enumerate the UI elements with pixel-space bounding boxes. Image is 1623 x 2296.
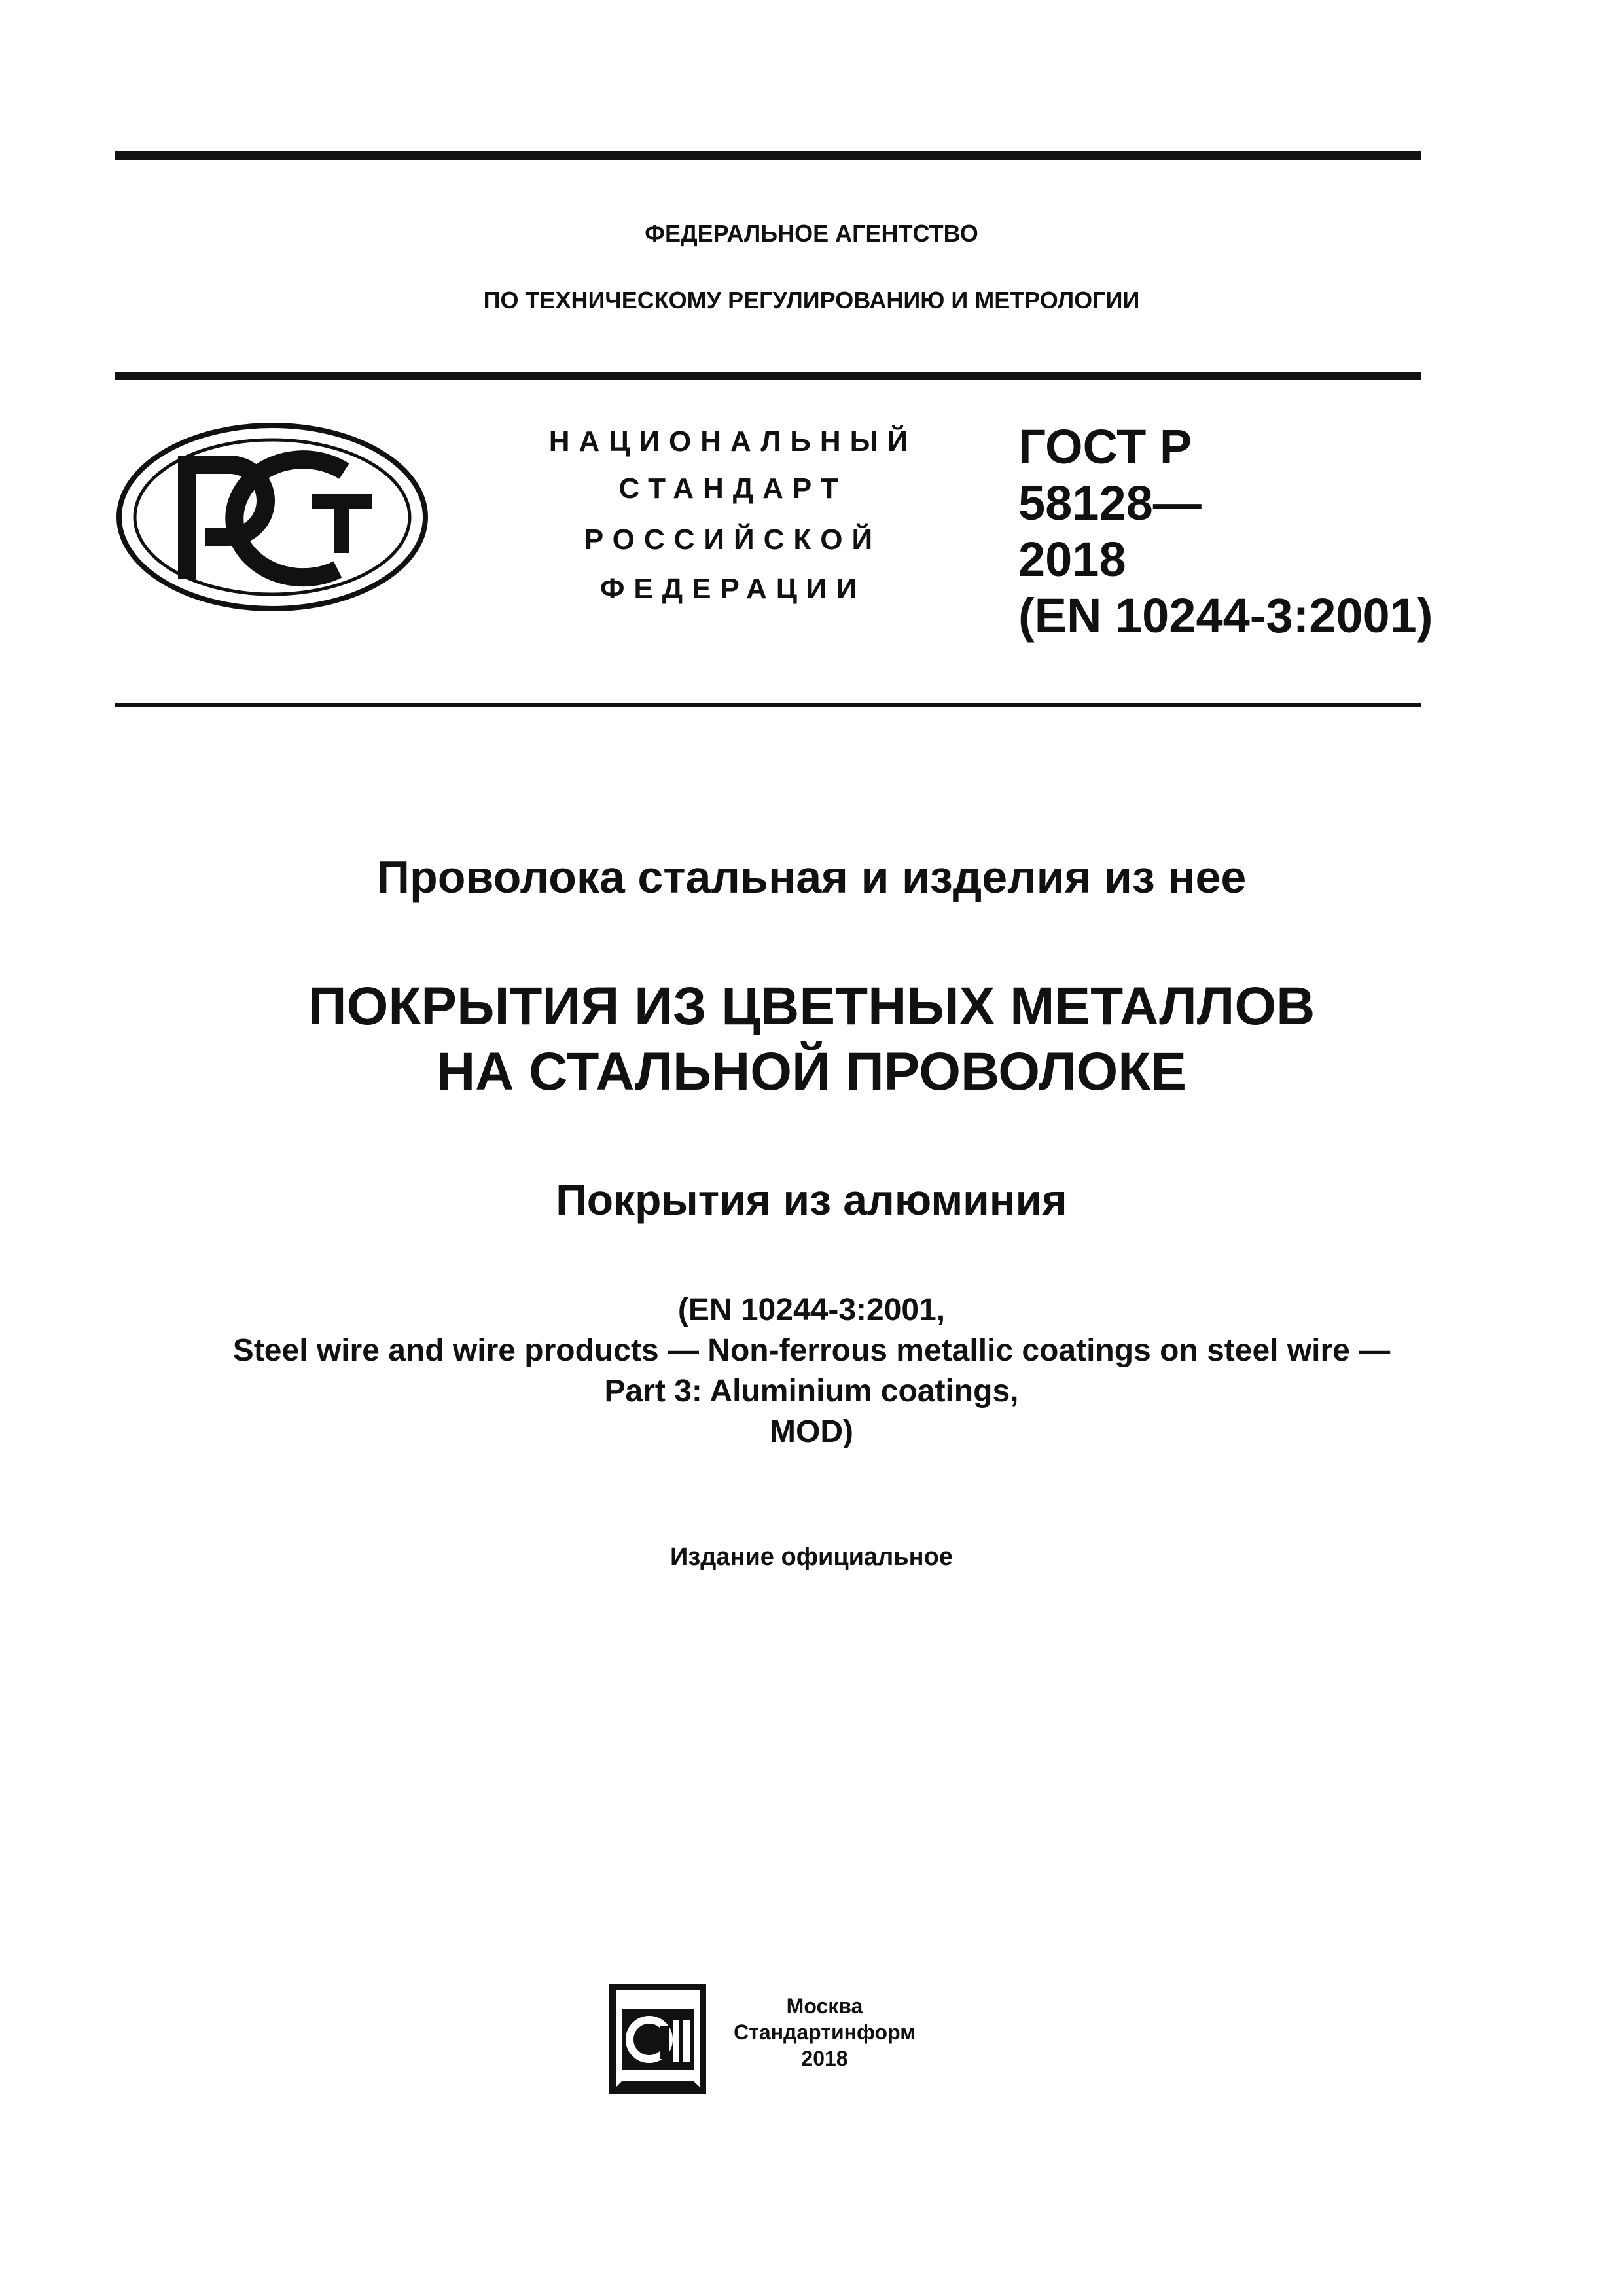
source-standard-line-2: Steel wire and wire products — Non-ferrous metallic coatings on steel wire — <box>232 1333 1391 1368</box>
agency-line-2: ПО ТЕХНИЧЕСКОМУ РЕГУЛИРОВАНИЮ И МЕТРОЛОГИИ <box>483 287 1140 314</box>
source-standard-line-1: (EN 10244-3:2001, <box>677 1293 946 1327</box>
agency-line-1: ФЕДЕРАЛЬНОЕ АГЕНТСТВО <box>645 220 978 247</box>
top-rule <box>115 151 1421 160</box>
gost-number <box>1018 419 1433 644</box>
standard-type-line-3: РОССИЙСКОЙ <box>584 524 882 556</box>
rst-logo-icon <box>115 419 429 615</box>
title-block-rule <box>115 703 1421 707</box>
publisher-block <box>726 1993 923 2072</box>
gost-line-1: ГОСТ Р <box>1018 420 1192 474</box>
publisher-year: 2018 <box>801 2047 848 2070</box>
publisher-name: Стандартинформ <box>734 2020 916 2044</box>
standard-type-line-1: НАЦИОНАЛЬНЫЙ <box>548 425 918 457</box>
header-rule <box>115 372 1421 380</box>
gost-line-2: 58128— <box>1018 476 1202 530</box>
part-title: Покрытия из алюминия <box>556 1175 1067 1224</box>
standard-type-line-4: ФЕДЕРАЦИИ <box>599 573 866 605</box>
publisher-city: Москва <box>786 1994 863 2018</box>
subtitle-line-2: НА СТАЛЬНОЙ ПРОВОЛОКЕ <box>436 1042 1187 1102</box>
standartinform-logo-icon <box>609 1983 707 2094</box>
main-title: Проволока стальная и изделия из нее <box>376 852 1247 903</box>
standard-type-line-2: СТАНДАРТ <box>618 473 847 505</box>
edition-label: Издание официальное <box>670 1543 953 1571</box>
source-standard-line-3: Part 3: Aluminium coatings, <box>604 1374 1019 1408</box>
source-standard-line-4: MOD) <box>770 1414 853 1449</box>
gost-line-3: 2018 <box>1018 532 1126 586</box>
gost-line-4: (EN 10244-3:2001) <box>1018 588 1433 643</box>
subtitle-line-1: ПОКРЫТИЯ ИЗ ЦВЕТНЫХ МЕТАЛЛОВ <box>308 977 1315 1036</box>
